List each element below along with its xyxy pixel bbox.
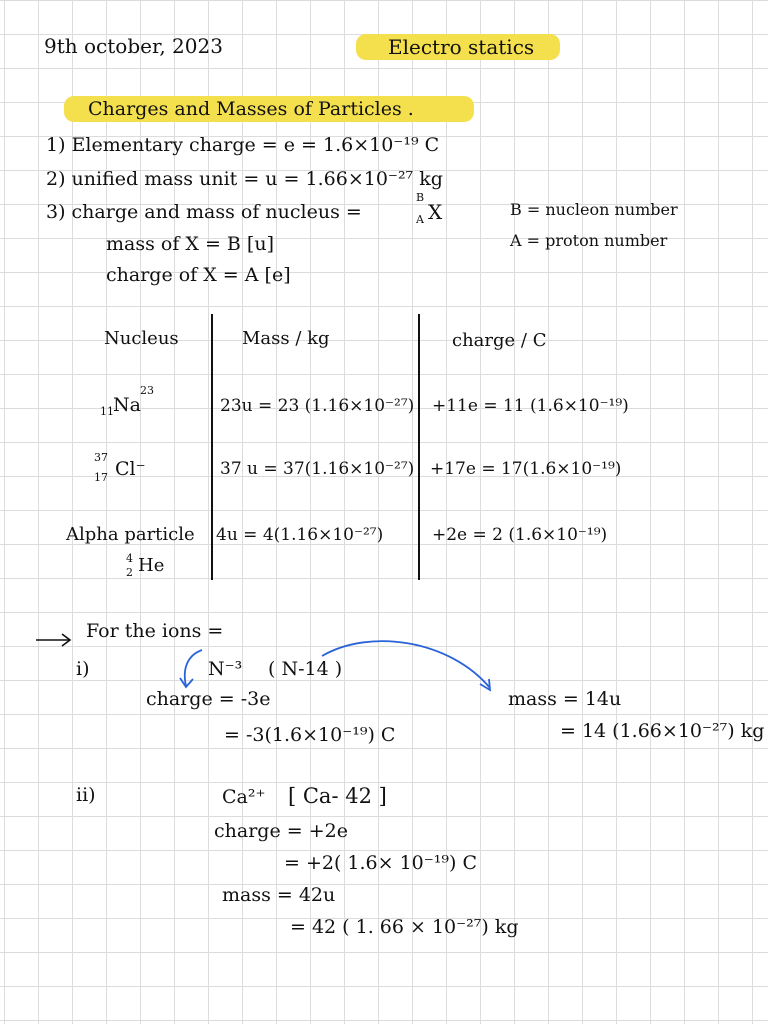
cl-mass-cell: 37 u = 37(1.16×10⁻²⁷) [220, 459, 415, 479]
alpha-mass-number: 4 [126, 552, 133, 565]
legend-nucleon: B = nucleon number [510, 200, 678, 219]
date-text: 9th october, 2023 [44, 34, 223, 58]
legend-proton: A = proton number [510, 231, 668, 250]
table-header-nucleus: Nucleus [104, 328, 179, 349]
cl-symbol: Cl⁻ [115, 458, 146, 480]
na-mass-number: 23 [140, 384, 154, 397]
nucleus-bottom-label: A [416, 213, 424, 226]
na-symbol: Na [113, 394, 141, 416]
ion-i-mass-value: = 14 (1.66×10⁻²⁷) kg [560, 720, 765, 742]
nucleus-top-label: B [416, 191, 425, 204]
item-elementary-charge: 1) Elementary charge = e = 1.6×10⁻¹⁹ C [46, 134, 440, 156]
topic-title: Electro statics [388, 35, 535, 59]
ion-i-charge-value: = -3(1.6×10⁻¹⁹) C [224, 724, 396, 746]
cl-atomic-number: 17 [94, 471, 108, 484]
right-arrow-icon [36, 634, 70, 646]
nucleus-symbol: X [428, 200, 443, 224]
alpha-symbol: He [138, 555, 165, 576]
ion-ii-charge-value: = +2( 1.6× 10⁻¹⁹) C [284, 852, 478, 874]
table-header-mass: Mass / kg [242, 328, 330, 349]
ion-ii-symbol: Ca²⁺ [222, 786, 266, 808]
ion-i-note: ( N-14 ) [268, 658, 343, 680]
item-unified-mass-unit: 2) unified mass unit = u = 1.66×10⁻²⁷ kg [46, 168, 443, 190]
ion-i-mass: mass = 14u [508, 688, 622, 710]
alpha-atomic-number: 2 [126, 566, 133, 579]
cl-charge-cell: +17e = 17(1.6×10⁻¹⁹) [430, 459, 622, 479]
ions-intro: For the ions = [86, 620, 224, 642]
alpha-label: Alpha particle [66, 524, 195, 545]
ion-i-label: i) [76, 658, 90, 680]
na-charge-cell: +11e = 11 (1.6×10⁻¹⁹) [432, 396, 629, 416]
alpha-mass-cell: 4u = 4(1.16×10⁻²⁷) [216, 525, 384, 545]
charge-of-x: charge of X = A [e] [106, 264, 291, 286]
ion-ii-note: [ Ca- 42 ] [288, 784, 387, 808]
ion-i-symbol: N⁻³ [208, 658, 243, 680]
ion-ii-mass-value: = 42 ( 1. 66 × 10⁻²⁷) kg [290, 916, 519, 938]
ion-i-charge: charge = -3e [146, 688, 271, 710]
item-nucleus: 3) charge and mass of nucleus = [46, 201, 362, 223]
mass-of-x: mass of X = B [u] [106, 233, 274, 255]
alpha-charge-cell: +2e = 2 (1.6×10⁻¹⁹) [432, 525, 608, 545]
ion-ii-charge: charge = +2e [214, 820, 348, 842]
cl-mass-number: 37 [94, 451, 108, 464]
na-atomic-number: 11 [100, 405, 114, 418]
na-mass-cell: 23u = 23 (1.16×10⁻²⁷) [220, 396, 415, 416]
section-title: Charges and Masses of Particles . [88, 98, 414, 120]
ion-ii-mass: mass = 42u [222, 884, 336, 906]
ion-ii-label: ii) [76, 784, 96, 806]
table-header-charge: charge / C [452, 330, 547, 351]
